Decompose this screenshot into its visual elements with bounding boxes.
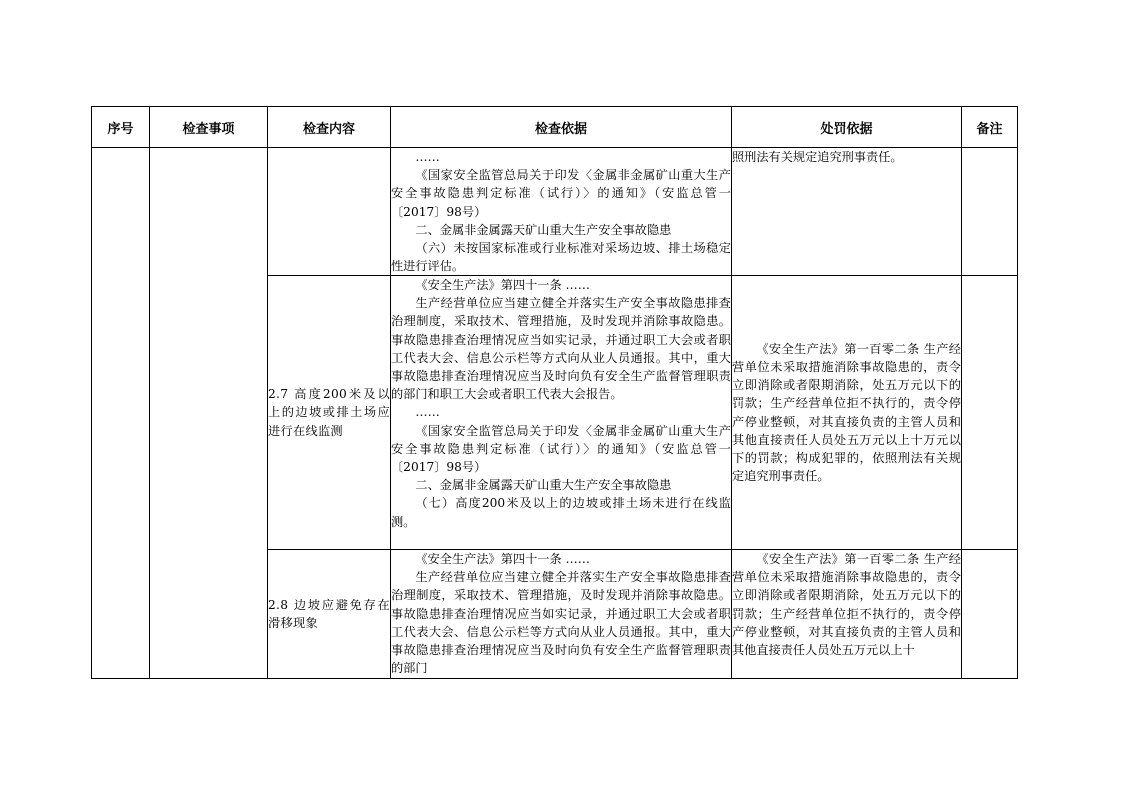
cell-note	[962, 276, 1018, 550]
table-row	[92, 148, 1018, 276]
penalty-text: 照刑法有关规定追究刑事责任。	[732, 150, 903, 164]
cell-penalty	[732, 550, 962, 679]
basis-paragraph: ……	[415, 405, 440, 420]
cell-penalty	[732, 148, 962, 276]
cell-item	[150, 148, 268, 679]
basis-paragraph: 二、金属非金属露天矿山重大生产安全事故隐患	[415, 222, 672, 237]
penalty-text: 《安全生产法》第一百零二条 生产经营单位未采取措施消除事故隐患的，责令立即消除或者限期消除，处五万元以下的罚款；生产经营单位拒不执行的，责令停产停业整顿，对其直接负责的主管人员和其他直接责任人员处五万元以上十	[732, 552, 961, 658]
cell-no	[92, 148, 150, 679]
cell-penalty	[732, 276, 962, 550]
header-note: 备注	[962, 107, 1018, 148]
header-penalty: 处罚依据	[732, 107, 962, 148]
basis-paragraph: ……	[415, 150, 440, 164]
cell-basis	[391, 276, 732, 550]
cell-note	[962, 550, 1018, 679]
cell-basis	[391, 148, 732, 276]
cell-note	[962, 148, 1018, 276]
inspection-table	[91, 106, 1018, 679]
content-text: 2.7 高度200米及以上的边坡或排土场应进行在线监测	[268, 387, 390, 438]
penalty-text: 《安全生产法》第一百零二条 生产经营单位未采取措施消除事故隐患的，责令立即消除或者限期消除，处五万元以下的罚款；生产经营单位拒不执行的，责令停产停业整顿，对其直接负责的主管人员和其他直接责任人员处五万元以上十万元以下的罚款；构成犯罪的，依照刑法有关规定追究刑事责任。	[732, 341, 961, 484]
cell-content	[268, 550, 391, 679]
header-basis: 检查依据	[391, 107, 732, 148]
basis-paragraph: 《国家安全监管总局关于印发〈金属非金属矿山重大生产安全事故隐患判定标准（试行）〉的通知》（安监总管一〔2017〕98号）	[391, 168, 731, 219]
basis-paragraph: 《安全生产法》第四十一条 ……	[415, 552, 590, 566]
cell-content	[268, 148, 391, 276]
header-item: 检查事项	[150, 107, 268, 148]
basis-paragraph: 《国家安全监管总局关于印发〈金属非金属矿山重大生产安全事故隐患判定标准（试行）〉的通知》（安监总管一〔2017〕98号）	[391, 423, 731, 475]
cell-basis	[391, 550, 732, 679]
basis-paragraph: （六）未按国家标准或行业标准对采场边坡、排土场稳定性进行评估。	[391, 241, 731, 274]
header-content: 检查内容	[268, 107, 391, 148]
basis-paragraph: 《安全生产法》第四十一条 ……	[415, 278, 590, 292]
table-header-row	[92, 107, 1018, 148]
basis-paragraph: （七）高度200米及以上的边坡或排土场未进行在线监测。	[391, 496, 731, 529]
cell-content	[268, 276, 391, 550]
basis-paragraph: 生产经营单位应当建立健全并落实生产安全事故隐患排查治理制度，采取技术、管理措施，及时发现并消除事故隐患。事故隐患排查治理情况应当如实记录，并通过职工大会或者职工代表大会、信息公示栏等方式向从业人员通报。其中，重大事故隐患排查治理情况应当及时向负有安全生产监督管理职责的部门	[391, 570, 731, 676]
basis-paragraph: 生产经营单位应当建立健全并落实生产安全事故隐患排查治理制度，采取技术、管理措施，及时发现并消除事故隐患。事故隐患排查治理情况应当如实记录，并通过职工大会或者职工代表大会、信息公示栏等方式向从业人员通报。其中，重大事故隐患排查治理情况应当及时向负有安全生产监督管理职责的部门和职工大会或者职工代表大会报告。	[391, 296, 731, 402]
basis-paragraph: 二、金属非金属露天矿山重大生产安全事故隐患	[415, 478, 672, 493]
header-no: 序号	[92, 107, 150, 148]
content-text: 2.8 边坡应避免存在滑移现象	[268, 597, 390, 630]
